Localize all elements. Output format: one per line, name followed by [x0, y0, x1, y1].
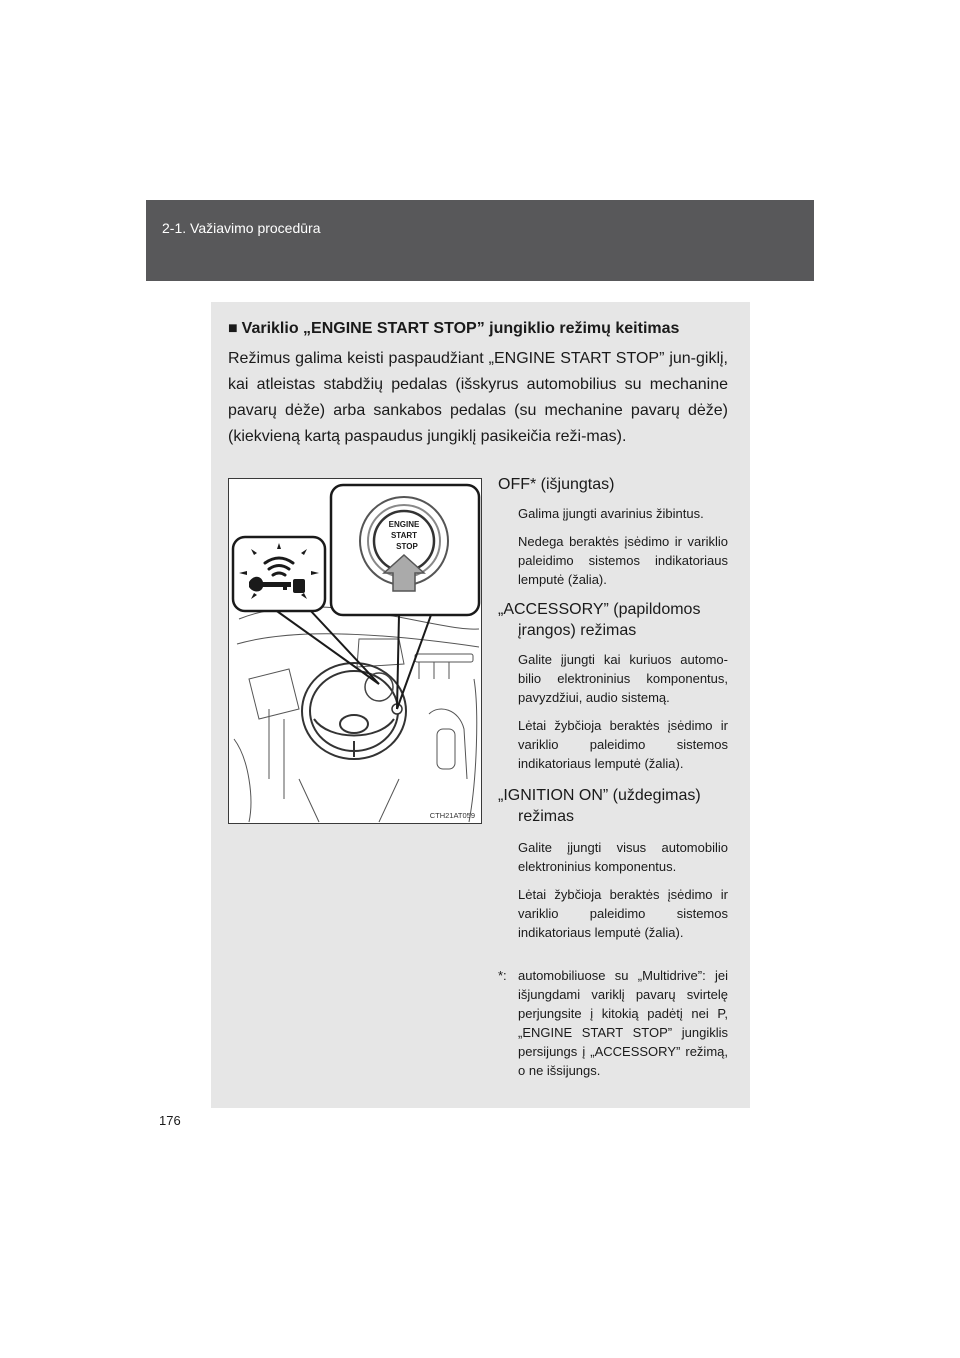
page-number: 176: [159, 1113, 181, 1128]
footnote: [498, 966, 728, 1080]
figure-code: CTH21AT059: [429, 811, 475, 820]
mode-accessory: [498, 599, 728, 773]
mode-off: [498, 474, 728, 589]
section-title-text: Variklio „ENGINE START STOP” jungiklio režimų keitimas: [241, 320, 680, 337]
button-text-line1: ENGINE: [388, 520, 420, 529]
mode-ignition-desc1: Galite įjungti visus automobilio elektroninius komponentus.: [518, 840, 728, 874]
chapter-title: 2-1. Važiavimo procedūra: [162, 220, 321, 236]
chapter-header: [146, 200, 814, 281]
mode-off-desc2: Nedega beraktės įsėdimo ir variklio paleidimo sistemos indikatoriaus lemputė (žalia).: [518, 534, 728, 587]
footnote-mark: *:: [498, 968, 507, 983]
mode-accessory-title: „ACCESSORY” (papildomos įrangos) režimas: [498, 601, 701, 639]
square-bullet-icon: ■: [228, 320, 238, 337]
steering-wheel: [302, 663, 406, 759]
mode-ignition-desc2: Lėtai žybčioja beraktės įsėdimo ir variklio paleidimo sistemos indikatoriaus lemputė (žalia).: [518, 887, 728, 940]
mode-accessory-desc1: Galite įjungti kai kuriuos automo-bilio elektroninius komponentus, pavyzdžiui, audio sistemą.: [518, 652, 728, 705]
key-indicator-callout: [233, 537, 325, 611]
button-text-line3: STOP: [396, 542, 418, 551]
mode-ignition-on: [498, 785, 728, 942]
mode-accessory-desc2: Lėtai žybčioja beraktės įsėdimo ir variklio paleidimo sistemos indikatoriaus lemputė (žalia).: [518, 718, 728, 771]
section-title: [228, 320, 738, 338]
intro-paragraph: Režimus galima keisti paspaudžiant „ENGINE START STOP” jun-giklį, kai atleistas stabdžių pedalas (išskyrus automobilius su mechanine pavarų dėže) arba sankabos pedalas (su mechanine pavarų dėže) (kiekvieną kartą paspaudus jungiklį pasikeičia reži-mas).: [228, 350, 728, 445]
mode-off-title: OFF* (išjungtas): [498, 476, 615, 493]
mode-ignition-title: „IGNITION ON” (uždegimas) režimas: [498, 787, 701, 825]
mode-off-desc1: Galima įjungti avarinius žibintus.: [518, 506, 704, 521]
callout-lines: [274, 609, 431, 709]
footnote-text: automobiliuose su „Multidrive”: jei išjungdami variklį pavarų svirtelę perjungsite į kitokią padėtį nei P, „ENGINE START STOP” jungiklis persijungs į „ACCESSORY” režimą, o ne išsijungs.: [518, 968, 728, 1078]
dashboard-illustration: [228, 478, 482, 824]
dashboard-drawing: [229, 479, 481, 823]
button-text-line2: START: [390, 531, 418, 540]
